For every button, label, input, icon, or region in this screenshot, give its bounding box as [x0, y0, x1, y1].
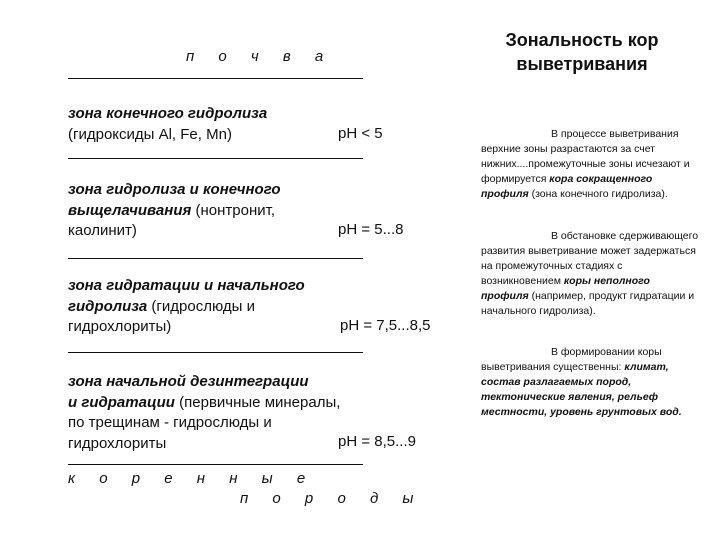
ph-value: pH < 5: [338, 125, 383, 142]
zone-name: зона гидролиза и конечного: [68, 181, 281, 198]
divider-line: [68, 78, 363, 79]
paragraph-text: (зона конечного гидролиза).: [528, 188, 668, 200]
paragraph-2: [481, 229, 699, 319]
zone-name: зона гидратации и начального: [68, 277, 305, 294]
zone-name: и гидратации: [68, 393, 175, 411]
ph-value: pH = 8,5...9: [338, 433, 416, 450]
zone-description: (гидрослюды и: [147, 297, 255, 315]
zone-initial-disintegration: [68, 372, 368, 454]
paragraph-1: [481, 127, 699, 202]
paragraph-emphasis: климат, состав разлагаемых пород, тектонические явления, рельеф местности, уровень грунтовых вод.: [481, 361, 682, 418]
paragraph-text: (например, продукт гидратации и начального гидролиза).: [481, 290, 695, 317]
zone-description: гидрохлориты): [68, 318, 172, 335]
zone-description: (гидроксиды Al, Fe, Mn): [68, 125, 232, 143]
zone-name: выщелачивания: [68, 201, 192, 219]
zone-name: зона конечного гидролиза: [68, 105, 268, 122]
paragraph-text: В формировании коры выветривания существенны:: [481, 346, 662, 373]
ph-value: pH = 5...8: [338, 221, 404, 238]
paragraph-emphasis: кора сокращенного профиля: [481, 173, 653, 200]
divider-line: [68, 464, 363, 465]
zone-description: (первичные минералы,: [174, 393, 341, 411]
zone-description: по трещинам - гидрослюды и: [68, 414, 272, 431]
divider-line: [68, 352, 363, 353]
page-title: Зональность кор выветривания: [505, 30, 659, 74]
paragraph-text: В обстановке сдерживающего развития выветривание может задержаться на промежуточных стадиях с возникновением: [481, 230, 699, 287]
paragraph-3: [481, 345, 699, 420]
paragraph-emphasis: коры неполного профиля: [481, 275, 650, 302]
ph-value: pH = 7,5...8,5: [340, 317, 431, 334]
zone-description: (нонтронит,: [191, 201, 275, 219]
zone-name: зона начальной дезинтеграции: [68, 373, 309, 390]
zone-description: каолинит): [68, 222, 137, 239]
bedrock-label-2: п о р о д ы: [240, 490, 424, 507]
bedrock-label-1: к о р е н н ы е: [68, 470, 316, 487]
zone-hydrolysis-leaching: [68, 180, 368, 242]
soil-label: п о ч в а: [186, 48, 334, 65]
zone-description: гидрохлориты: [68, 434, 167, 452]
paragraph-text: В процессе выветривания верхние зоны разрастаются за счет нижних....промежуточные зоны исчезают и формируется: [481, 128, 690, 185]
zone-final-hydrolysis: [68, 104, 368, 145]
zone-hydration-initial-hydrolysis: [68, 276, 368, 338]
divider-line: [68, 258, 363, 259]
zone-name: гидролиза: [68, 297, 148, 315]
divider-line: [68, 158, 363, 159]
